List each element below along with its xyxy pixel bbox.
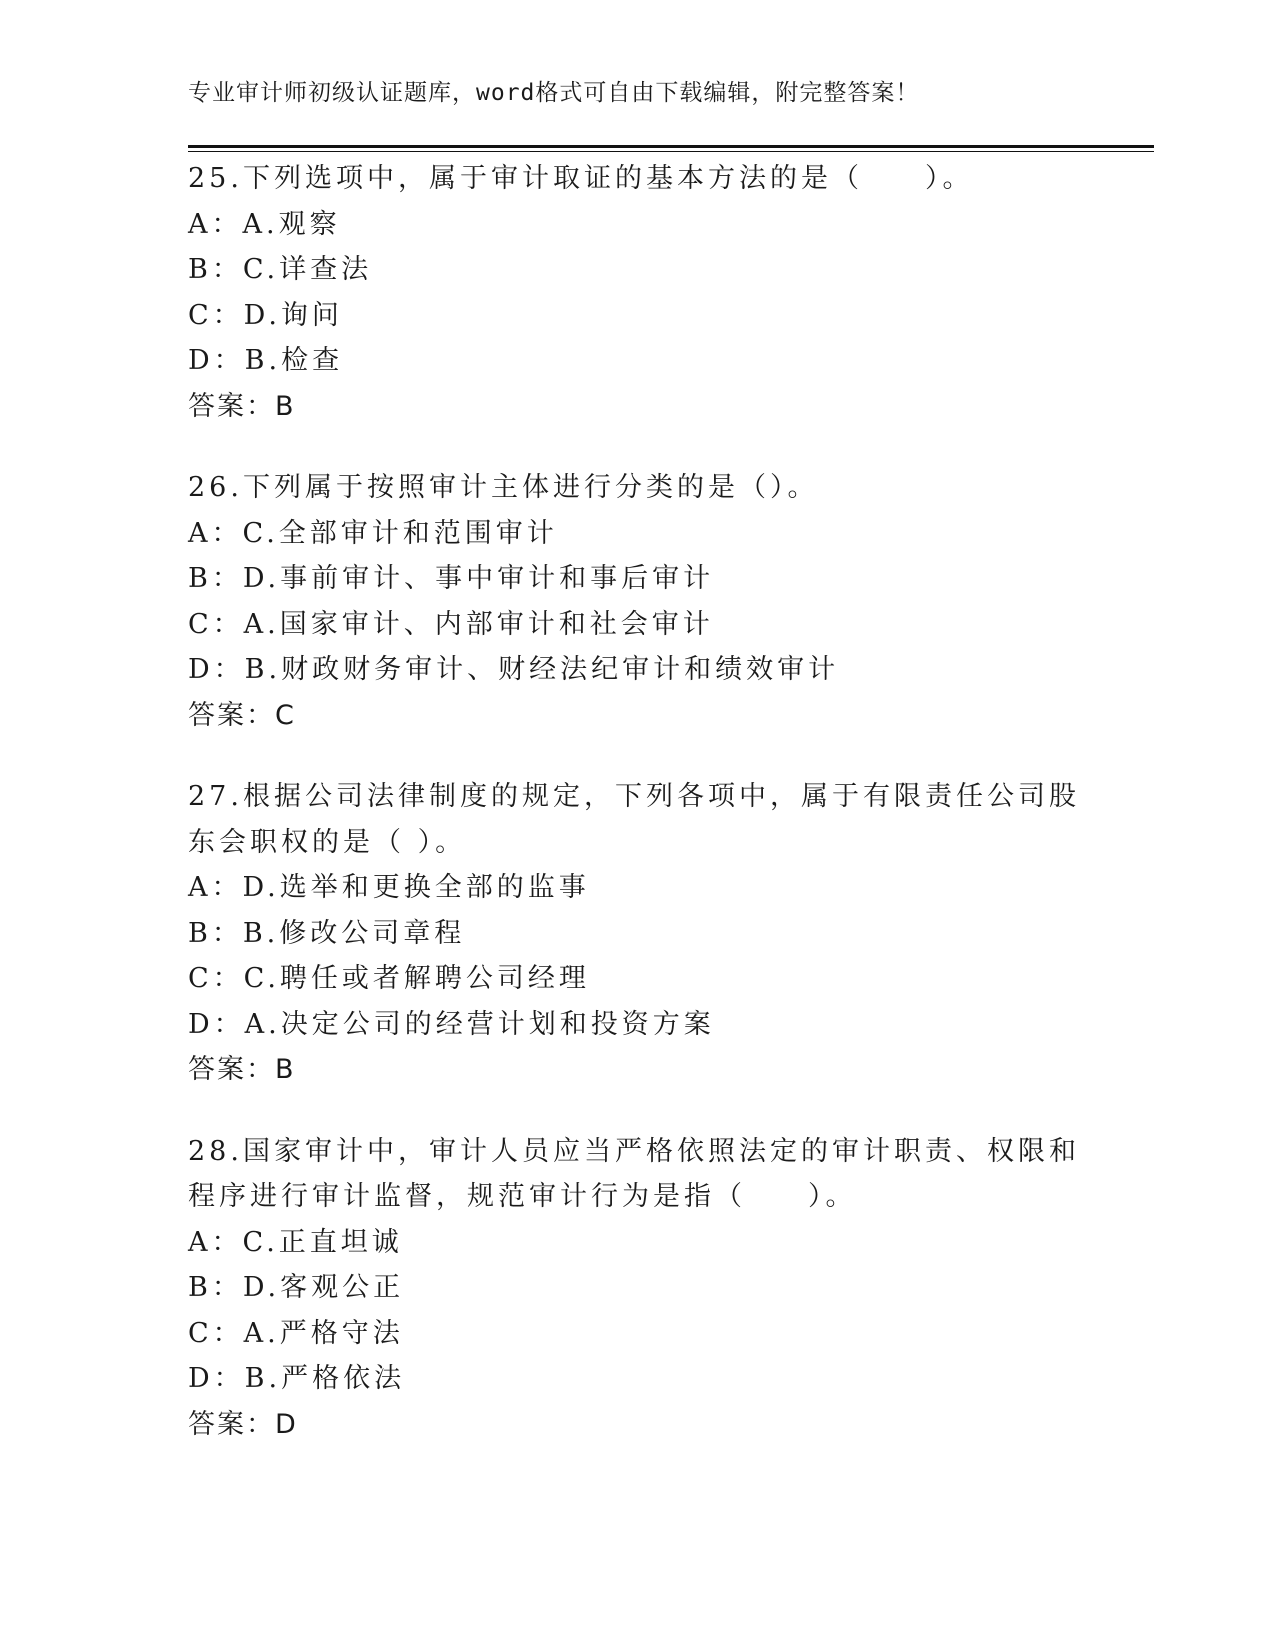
- question-stem: 28.国家审计中，审计人员应当严格依照法定的审计职责、权限和程序进行审计监督，规范审计行为是指（ ）。: [188, 1135, 1080, 1212]
- question-stem: 27.根据公司法律制度的规定，下列各项中，属于有限责任公司股东会职权的是（ ）。: [188, 781, 1080, 858]
- header-divider-thin: [188, 151, 1154, 152]
- option-a: A：D.选举和更换全部的监事: [188, 872, 590, 903]
- option-b: B：B.修改公司章程: [188, 917, 466, 949]
- option-c: C：A.严格守法: [188, 1317, 404, 1349]
- option-a: A：C.正直坦诚: [188, 1226, 403, 1258]
- question-25: [188, 156, 1088, 429]
- option-d: D：B.严格依法: [188, 1363, 406, 1394]
- option-c: C：C.聘任或者解聘公司经理: [188, 963, 590, 994]
- option-b: B：C.详查法: [188, 254, 373, 285]
- question-stem: 25.下列选项中，属于审计取证的基本方法的是（ ）。: [188, 163, 974, 194]
- page-header: 专业审计师初级认证题库，word格式可自由下载编辑，附完整答案！: [188, 80, 920, 106]
- option-a: A：A.观察: [188, 208, 341, 240]
- option-b: B：D.事前审计、事中审计和事后审计: [188, 563, 715, 594]
- answer: 答案：B: [188, 1054, 296, 1085]
- answer: 答案：C: [188, 699, 296, 731]
- option-b: B：D.客观公正: [188, 1272, 405, 1303]
- question-27: [188, 774, 1088, 1093]
- option-c: C：A.国家审计、内部审计和社会审计: [188, 608, 714, 640]
- question-stem: 26.下列属于按照审计主体进行分类的是（）。: [188, 472, 819, 503]
- option-d: D：B.财政财务审计、财经法纪审计和绩效审计: [188, 654, 840, 685]
- answer: 答案：B: [188, 390, 296, 422]
- option-d: D：B.检查: [188, 345, 344, 376]
- question-26: [188, 465, 1088, 738]
- option-d: D：A.决定公司的经营计划和投资方案: [188, 1008, 715, 1040]
- question-list: [188, 156, 1088, 1483]
- header-divider-thick: [188, 145, 1154, 148]
- option-a: A：C.全部审计和范围审计: [188, 517, 558, 549]
- question-28: [188, 1129, 1088, 1448]
- option-c: C：D.询问: [188, 299, 343, 331]
- answer: 答案：D: [188, 1408, 298, 1440]
